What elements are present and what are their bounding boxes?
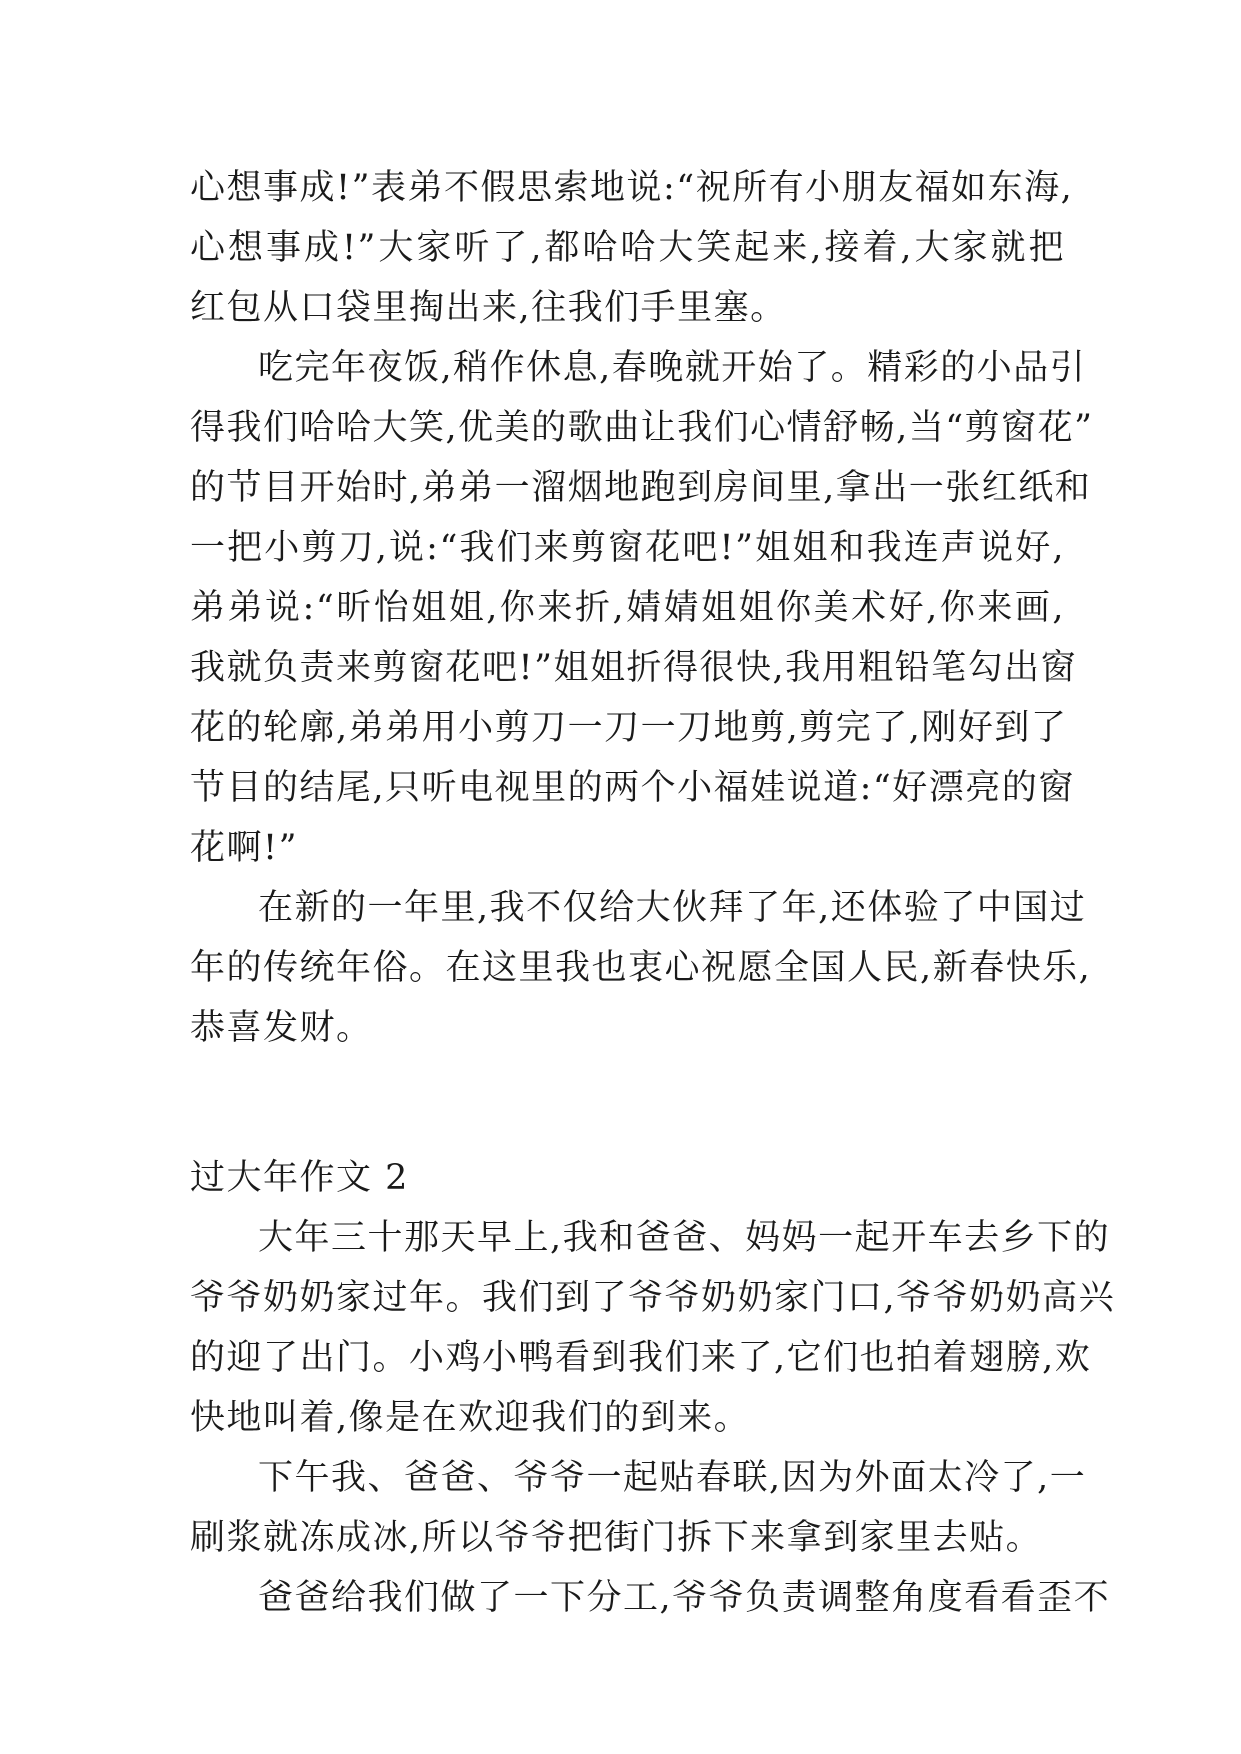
paragraph-1 [190,158,1074,338]
text-line: 的节目开始时,弟弟一溜烟地跑到房间里,拿出一张红纸和 [190,468,1092,508]
text-line: 花啊!” [190,828,298,868]
paragraph-6 [190,1568,1111,1628]
text-line: 弟弟说:“昕怡姐姐,你来折,婧婧姐姐你美术好,你来画, [190,588,1065,628]
text-line: 恭喜发财。 [190,1008,373,1048]
text-line: 得我们哈哈大笑,优美的歌曲让我们心情舒畅,当“剪窗花” [190,408,1094,448]
text-line: 红包从口袋里掏出来,往我们手里塞。 [190,288,787,328]
document-page [190,158,1116,1628]
text-line: 刷浆就冻成冰,所以爷爷把街门拆下来拿到家里去贴。 [190,1518,1043,1558]
paragraph-4 [190,1208,1116,1448]
section-gap [190,1058,1065,1148]
text-line: 大年三十那天早上,我和爸爸、妈妈一起开车去乡下的 [258,1218,1111,1258]
text-line: 的迎了出门。小鸡小鸭看到我们来了,它们也拍着翅膀,欢 [190,1338,1092,1378]
text-line: 年的传统年俗。在这里我也衷心祝愿全国人民,新春快乐, [190,948,1092,988]
section-title: 过大年作文 2 [190,1158,409,1198]
text-line: 节目的结尾,只听电视里的两个小福娃说道:“好漂亮的窗 [190,768,1075,808]
text-line: 心想事成!”表弟不假思索地说:“祝所有小朋友福如东海, [190,168,1074,208]
text-line: 在新的一年里,我不仅给大伙拜了年,还体验了中国过 [258,888,1087,928]
text-line: 快地叫着,像是在欢迎我们的到来。 [190,1398,751,1438]
paragraph-5 [190,1448,1087,1568]
text-line: 花的轮廓,弟弟用小剪刀一刀一刀地剪,剪完了,刚好到了 [190,708,1068,748]
text-line: 一把小剪刀,说:“我们来剪窗花吧!”姐姐和我连声说好, [190,528,1065,568]
text-line: 心想事成!”大家听了,都哈哈大笑起来,接着,大家就把 [190,228,1065,268]
paragraph-3 [190,878,1092,1058]
paragraph-2 [190,338,1094,878]
text-line: 下午我、爸爸、爷爷一起贴春联,因为外面太冷了,一 [258,1458,1087,1498]
text-line: 爷爷奶奶家过年。我们到了爷爷奶奶家门口,爷爷奶奶高兴 [190,1278,1116,1318]
text-line: 爸爸给我们做了一下分工,爷爷负责调整角度看看歪不 [258,1578,1111,1618]
text-line: 吃完年夜饭,稍作休息,春晚就开始了。精彩的小品引 [258,348,1087,388]
text-line: 我就负责来剪窗花吧!”姐姐折得很快,我用粗铅笔勾出窗 [190,648,1078,688]
